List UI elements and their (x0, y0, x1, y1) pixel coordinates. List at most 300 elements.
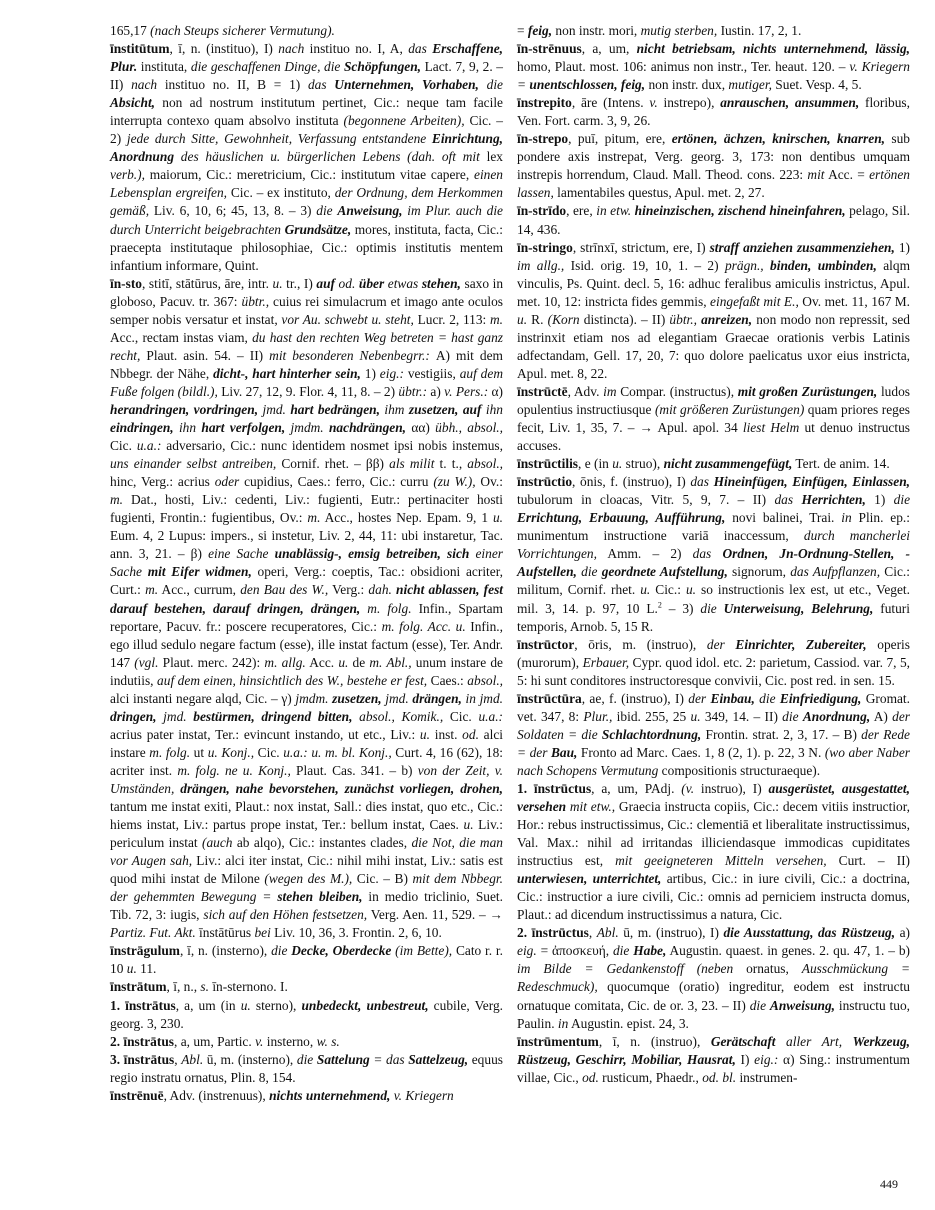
entry-text: sub pondere axis instrepat, Verg. georg. 3, 173: non dentibus umquam instrepis horrendum, Claud. Mall. Theod. cons. 223: (517, 131, 910, 183)
entry-text: sich auf den Höhen festsetzen, (203, 907, 368, 923)
entry-text: mit geeigneteren Mitteln versehen, (615, 853, 827, 869)
entry-text: Einrichter, Zubereiter, (735, 636, 867, 652)
entry-text: 349, 14. – II) (700, 708, 783, 724)
entry-text: Schöpfungen, (343, 59, 422, 75)
entry-text: Eum. 4, 2 Lupus: impers., si instetur, Liv. 2, 44, 11: ubi instaretur, Tac. ann. 3, 21. – β) (110, 528, 503, 562)
entry-text: Sattelzeug, (408, 1051, 469, 1067)
dictionary-entry (110, 22, 503, 40)
entry-text: signorum, (727, 564, 791, 580)
entry-text: in medio triclinio, Suet. Tib. 72, 3: iugis, (110, 889, 503, 923)
dictionary-entry (110, 1033, 503, 1051)
entry-text: Ausschmückung = Redeschmuck), (517, 961, 910, 995)
entry-text: de (348, 654, 370, 670)
entry-text: – 3) (661, 600, 701, 616)
entry-text: ihn (481, 401, 503, 417)
entry-text: die geschaffenen Dinge, die (190, 59, 344, 75)
entry-text: ihm (379, 401, 409, 417)
entry-text: Suet. Vesp. 4, 5. (771, 77, 862, 93)
entry-text: in (557, 1015, 569, 1031)
entry-text: maiorum, Cic.: meretricium, Cic.: institutum vitae capere, (144, 167, 474, 183)
entry-text: drängen, nahe bevorstehen, zunächst vorliegen, drohen, (180, 780, 503, 796)
entry-text: Absicht, (110, 95, 156, 111)
entry-text: u. (492, 510, 503, 526)
entry-text: du hast den rechten Weg betreten = hast ganz recht, (110, 329, 503, 363)
entry-text: Infin., Spartam reportare, Pacuv. fr.: poscere recuperatores, Cic.: (110, 600, 503, 634)
entry-text: lamentabiles questus, Apul. met. 2, 27. (553, 185, 765, 201)
entry-text: jmd. (381, 690, 413, 706)
entry-text: insterno, (263, 1033, 317, 1049)
entry-text: Abl. (181, 1051, 204, 1067)
entry-text: , puī, pitum, ere, (568, 131, 672, 147)
entry-text: Ordnen, Jn-Ordnung-Stellen, -Aufstellen, (517, 546, 910, 580)
entry-text: acrius pater instat, Ter.: evincunt instando, ut etc., Liv.: (110, 726, 420, 742)
entry-headword: īnstrepito (517, 95, 572, 111)
entry-text: artibus, Cic.: in iure civili, Cic.: a doctrina, Cic.: instructior a iure civili, Cic.: omnis ad perniciem instructa domus, Plaut.: ad dicendum instructissimus a natura, Cic. (517, 871, 910, 923)
entry-text: Caes.: (427, 672, 468, 688)
entry-text: Cypr. quod idol. etc. 2: parietum, Cassiod. var. 7, 5, 5: hi sunt conditores instructoresque convivii, Cic. post red. in sen. 15. (517, 654, 910, 688)
entry-text: übh., absol., (435, 420, 503, 436)
entry-text: die Ausstattung, das Rüstzeug, (723, 925, 896, 941)
entry-text: 1) (865, 492, 894, 508)
entry-text: , ī, n. (instituo), I) (169, 41, 279, 57)
entry-text: non modo non repressit, sed instrinxit etiam nos ad elegantiam Graecae orationis verbis Latinis adfectandam, Gell. 17, 20, 7: quo dolore paelicatus uxor eius instricta, Apul. met. 8, 22. (517, 311, 910, 381)
entry-text: Gromat. vet. 347, 8: (517, 690, 911, 724)
dictionary-entry (110, 942, 503, 978)
entry-text: Einfriedigung, (779, 690, 862, 706)
entry-text: α) Sing.: instrumentum villae, Cic., (517, 1051, 910, 1085)
entry-text: u.a.: (136, 438, 162, 454)
entry-text: Curt. – II) (826, 853, 910, 869)
entry-text: instrepo), (657, 95, 721, 111)
dictionary-entry (517, 239, 910, 383)
entry-text: v. Pers.: (444, 383, 489, 399)
entry-text: Fronto ad Marc. Caes. 1, 8 (2, 1). p. 22, 3 N. (577, 744, 825, 760)
entry-text: Sattelung (316, 1051, 370, 1067)
entry-text: nicht betriebsam, nichts unternehmend, lässig, (636, 41, 910, 57)
entry-text: , ī, n., (166, 979, 201, 995)
entry-text: , (174, 1051, 182, 1067)
entry-text: u. Konj., (207, 744, 255, 760)
entry-headword: īnstrāgulum (110, 943, 180, 959)
entry-text: Werkzeug, Rüstzeug, Geschirr, Mobiliar, Hausrat, (517, 1033, 910, 1067)
entry-text: Hineinfügen, Einfügen, Einlassen, (713, 474, 910, 490)
entry-text: in (841, 510, 852, 526)
entry-text: Graecia instructa copiis, Cic.: decem vitiis instructior, Hor.: rebus instructissimus, Cic.: clementiā et liberalitate instructissimus, Val. Max.: nihil ad irritandas illiciendasque immodicas cupiditates instructius est, (517, 799, 910, 869)
entry-text: der (706, 636, 736, 652)
entry-text: Gerätschaft (710, 1033, 776, 1049)
entry-text: der (688, 690, 711, 706)
entry-text: die (576, 564, 602, 580)
entry-text: u. (240, 997, 251, 1013)
entry-text: Augustin. quaest. in genes. 2. qu. 47, 1. – b) (666, 943, 911, 959)
entry-text: u. (517, 311, 528, 327)
entry-text: das (690, 474, 714, 490)
entry-text: Lucr. 2, 113: (413, 311, 490, 327)
entry-text: ut (190, 744, 208, 760)
entry-text: A) (870, 708, 893, 724)
entry-text: saxo in globoso, Pacuv. tr. 367: (110, 275, 504, 309)
entry-text: (zu W.), (433, 474, 476, 490)
entry-text: struo), (622, 456, 664, 472)
entry-text: anreizen, (701, 311, 753, 327)
entry-text: Plur., (583, 708, 613, 724)
dictionary-entry (517, 636, 910, 690)
entry-text: , strīnxī, strictum, ere, I) (572, 239, 710, 255)
entry-text: alqm vinculis, Ps. Quint. decl. 5, 16: adhuc feralibus amiculis instrictus, Apul. met. 10, 12: instricta fides gemmis, (517, 257, 911, 309)
entry-text: ū, m. (instruo), I) (618, 925, 724, 941)
entry-text: das Aufpflanzen, (790, 564, 881, 580)
entry-text: der Ordnung, dem Herkommen gemäß, (110, 185, 504, 219)
entry-headword: īnstrūmentum (517, 1033, 599, 1049)
entry-text: v. Kriegern (390, 1087, 454, 1103)
entry-text: geordnete Aufstellung, (601, 564, 728, 580)
entry-text: nichts unternehmend, (269, 1087, 391, 1103)
entry-text: Bilde = Gedankenstoff (neben (530, 961, 734, 977)
entry-text: so instructionis lex est, ut etc., Veget. mil. 3, 14. p. 97, 10 L. (517, 582, 910, 616)
entry-text: , a, um, Partic. (174, 1033, 256, 1049)
entry-text: mutiger, (728, 77, 772, 93)
entry-text: verb.), (110, 167, 145, 183)
entry-text: anrauschen, ansummen, (720, 95, 860, 111)
entry-text: , ae, f. (instruo), I) (581, 690, 689, 706)
entry-text: die (478, 77, 503, 93)
entry-text: Anordnung, (802, 708, 871, 724)
entry-text: Plaut. Cas. 341. – b) (290, 762, 418, 778)
entry-text: auf dem Fuße folgen (bildl.), (110, 365, 503, 399)
entry-text: unterwiesen, unterrichtet, (517, 871, 662, 887)
entry-text: tantum me instat exiti, Plaut.: nox instat, Sall.: dies instat, quo etc., Cic.: hiems instat, Liv.: partus prope instat, Ter.: bellum instat, Caes. (110, 799, 503, 833)
entry-text: , e (in (578, 456, 613, 472)
entry-text: floribus, Ven. Fort. carm. 3, 9, 26. (517, 95, 910, 129)
entry-text: Cic. (110, 438, 137, 454)
entry-text: cupidius, Caes.: ferro, Cic.: curru (239, 474, 434, 490)
entry-text: Liv. 6, 10, 6; 45, 13, 8. – 3) (149, 203, 317, 219)
entry-text: instituta, (137, 59, 191, 75)
entry-text: im Plur. auch die durch Unterricht beigebrachten (110, 203, 503, 237)
entry-text: u. (690, 708, 701, 724)
entry-text: unentschlossen, feig, (529, 77, 646, 93)
entry-text: von der Zeit, v. Umständen, (110, 762, 504, 796)
entry-text: die Not, die man vor Augen sah, (110, 835, 503, 869)
entry-text: non instr. mori, (552, 23, 641, 38)
entry-text: (vgl. (134, 654, 159, 670)
entry-text: novi balinei, Trai. (725, 510, 842, 526)
entry-text: α) (488, 383, 503, 399)
entry-text: Grundsätze, (284, 221, 352, 237)
entry-text: a) (895, 925, 910, 941)
entry-text: ut denuo instructus accuses. (517, 420, 911, 454)
entry-text: in etw. (596, 203, 635, 219)
entry-text: Herrichten, (801, 492, 866, 508)
entry-text: zusetzen, (332, 690, 382, 706)
entry-headword: 2. īnstrūctus (517, 925, 589, 941)
entry-text: , (588, 925, 597, 941)
entry-text: tr., I) (282, 275, 317, 291)
entry-headword: īnstrūctē (517, 383, 568, 399)
entry-text: Isid. orig. 19, 10, 1. – 2) (564, 257, 725, 273)
entry-text: mit Eifer widmen, (147, 564, 252, 580)
entry-text: absol., Komik., (352, 708, 444, 724)
dictionary-entry (110, 997, 503, 1033)
entry-text: rusticum, Phaedr., (598, 1069, 703, 1085)
entry-text: alci instare (110, 726, 503, 760)
entry-text: eig.: (754, 1051, 779, 1067)
dictionary-entry (517, 780, 910, 924)
entry-text: u.a.: (478, 708, 503, 724)
entry-text: eingefaßt mit E., (710, 293, 799, 309)
entry-text: īnstātūrus (195, 925, 255, 941)
entry-text: u. (126, 961, 137, 977)
entry-headword: īnstitūtum (110, 41, 170, 57)
entry-text: nachdrängen, (328, 420, 407, 436)
entry-text: A) mit dem Nbbegr. der Nähe, (110, 347, 503, 381)
entry-text: , Adv. (567, 383, 604, 399)
entry-text: mores, instituta, facta, Cic.: praecepta institutaque philosophiae, Cic.: optimis institutis mentem infantium informare, Quint. (110, 221, 503, 273)
entry-headword: īnstrūctio (517, 474, 573, 490)
entry-text: non ad nostrum institutum pertinet, Cic.: neque tam facile interrupta contexo quam absolvo instituta (110, 95, 503, 129)
entry-text: ausgerüstet, ausgestattet, versehen (517, 780, 911, 815)
entry-text: das (307, 77, 335, 93)
entry-text: eine Sache (208, 546, 275, 562)
entry-text: , Adv. (instrenuus), (163, 1087, 270, 1103)
entry-text: bestürmen, dringend bitten, (193, 708, 353, 724)
entry-text: binden, umbinden, (770, 257, 877, 273)
entry-text: instrumen- (736, 1069, 798, 1085)
dictionary-entry (110, 40, 503, 275)
entry-text: durch mancherlei Vorrichtungen, (517, 528, 910, 562)
entry-text: , ōnis, f. (instruo), I) (572, 474, 691, 490)
entry-text: über (358, 275, 385, 291)
entry-text: die (754, 690, 780, 706)
entry-text: ertönen lassen, (517, 167, 910, 201)
entry-text: mit (807, 167, 825, 183)
entry-text: der Rede = der (517, 726, 910, 760)
entry-text: distincta). – II) (579, 311, 670, 327)
entry-text: (v. (681, 780, 695, 796)
entry-text: dicht-, hart hinterher sein, (213, 365, 361, 381)
dictionary-entry (517, 473, 910, 635)
entry-text: jede durch Sitte, Gewohnheit, Verfassung entstandene (126, 131, 432, 147)
dictionary-entry (110, 1087, 503, 1105)
entry-text: uns einander selbst antreiben, (110, 456, 277, 472)
entry-text: αα) (406, 420, 436, 436)
entry-headword: 3. īnstrātus (110, 1051, 175, 1067)
entry-text: jmd. (258, 401, 291, 417)
entry-text: Plaut. asin. 54. – II) (140, 347, 270, 363)
dictionary-entry (110, 978, 503, 996)
entry-text: , ī, n. (insterno), (179, 943, 272, 959)
entry-text: cubile, Verg. georg. 3, 230. (110, 997, 503, 1031)
entry-text: hinc, Verg.: acrius (110, 474, 215, 490)
entry-text: eig.: (379, 365, 404, 381)
entry-text: Anweisung, (337, 203, 403, 219)
entry-text: inst. (429, 726, 463, 742)
entry-text: instituo no. II, B = 1) (157, 77, 308, 93)
entry-text: v. (255, 1033, 264, 1049)
dictionary-entry (110, 275, 503, 943)
entry-text: dah. (368, 582, 392, 598)
entry-headword: īn-strīdo (517, 203, 567, 219)
entry-text: Unterweisung, Belehrung, (723, 600, 874, 616)
entry-text: das (774, 492, 802, 508)
entry-text: mit etw., (566, 799, 616, 815)
entry-headword: īnstrātum (110, 979, 167, 995)
entry-text: a) (427, 383, 445, 399)
entry-text: ornatus, (733, 961, 802, 977)
entry-text: s. (200, 979, 209, 995)
entry-text: in jmd. (461, 690, 504, 706)
entry-text: (auch (202, 835, 233, 851)
entry-text: u. (640, 582, 651, 598)
entry-headword: īnstrūctūra (517, 690, 582, 706)
entry-text: Cic. – B) (352, 871, 413, 887)
entry-text: cuius rei simulacrum et imago ante oculos semper nobis versatur et instat, (110, 293, 503, 327)
entry-text: Decke, Oberdecke (291, 943, 392, 959)
entry-text: unum instare de indutiis, (110, 654, 503, 688)
entry-text: nach (278, 41, 305, 57)
entry-text: prägn., (724, 257, 771, 273)
entry-text: stehen, (421, 275, 461, 291)
entry-text: die (316, 203, 338, 219)
entry-text: ibid. 255, 25 (612, 708, 691, 724)
entry-text: u. (338, 654, 349, 670)
entry-text: quam priores reges fecit, Liv. 1, 35, 7. – → Apul. apol. 34 (517, 401, 910, 436)
entry-text: Cic. – ex instituto, (227, 185, 335, 201)
entry-text: tubulorum in cloacas, Vitr. 5, 9, 7. – II) (517, 492, 775, 508)
entry-text: nicht zusammengefügt, (663, 456, 793, 472)
dictionary-entry (517, 22, 910, 40)
entry-text: die (296, 1051, 317, 1067)
entry-text: = ἀποσκευή, (536, 943, 613, 959)
entry-text: Acc., rectam instas viam, (110, 329, 253, 345)
left-column (110, 22, 503, 1105)
entry-text: sterno), (250, 997, 302, 1013)
entry-text: liest Helm (742, 420, 800, 436)
entry-text: u. (685, 582, 696, 598)
entry-headword: īn-sto (110, 275, 142, 291)
entry-text: , stitī, stātūrus, āre, intr. (142, 275, 273, 291)
entry-text: 1) (360, 365, 380, 381)
entry-text: Lact. 7, 9, 2. – II) (110, 59, 503, 93)
entry-text: Cic. – 2) (110, 113, 504, 147)
entry-text: , ī, n. (instruo), (598, 1033, 711, 1049)
entry-text: Compar. (instructus), (616, 383, 738, 399)
entry-text: u. (463, 817, 474, 833)
entry-text: operis (murorum), (517, 636, 910, 670)
entry-text: Partiz. Fut. Akt. (110, 925, 196, 941)
entry-text: Tert. de anim. 14. (792, 456, 890, 472)
entry-text: das (692, 546, 723, 562)
entry-text: die (782, 708, 803, 724)
entry-text: straff anziehen zusammenziehen, (709, 239, 895, 255)
entry-text: instruo), I) (694, 780, 769, 796)
entry-text: Ov. met. 11, 167 M. (798, 293, 911, 309)
entry-text: Augustin. epist. 24, 3. (568, 1015, 689, 1031)
entry-text: mit besonderen Nebenbegrr.: (269, 347, 436, 363)
entry-text: (im Bette), (391, 943, 453, 959)
dictionary-entry (517, 202, 910, 238)
entry-text: jmdm. (285, 420, 329, 436)
entry-headword: 1. īnstrūctus (517, 780, 592, 796)
entry-text: einen Lebensplan ergreifen, (110, 167, 503, 201)
entry-text: vor Au. schwebt u. steht, (281, 311, 414, 327)
entry-text: Infin., ego illud sedulo negare factum (esse), ille instat factum (esse), Ter. Andr. 147 (110, 618, 503, 670)
entry-headword: īn-strēnuus (517, 41, 582, 57)
entry-text: Bau, (550, 744, 578, 760)
entry-text: vestigiis, (403, 365, 460, 381)
entry-text: Anweisung, (769, 997, 836, 1013)
entry-text: die (271, 943, 292, 959)
entry-text: herandringen, vordringen, (110, 401, 259, 417)
entry-text: ab alqo), Cic.: instantes clades, (232, 835, 412, 851)
entry-text: Dat., hosti, Liv.: cedenti, Liv.: fugienti, Eutr.: pertinaciter hosti fugienti, Frontin.: fugientibus, Ov.: (110, 492, 503, 526)
entry-text: Erbauer, (582, 654, 630, 670)
entry-text: Unternehmen, Vorhaben, (334, 77, 479, 93)
entry-text: (begonnene Arbeiten), (343, 113, 465, 129)
entry-text: Frontin. strat. 2, 3, 17. – B) (701, 726, 862, 742)
entry-text: feig, (527, 23, 553, 38)
entry-text: eig. (517, 943, 537, 959)
entry-text: u. (419, 726, 430, 742)
entry-text: zusetzen, auf (408, 401, 482, 417)
entry-text: Habe, (633, 943, 667, 959)
entry-text: die (749, 997, 770, 1013)
entry-text: od. (582, 1069, 599, 1085)
entry-text: (Korn (547, 311, 580, 327)
entry-text: ertönen, ächzen, knirschen, knarren, (671, 131, 886, 147)
entry-text: homo, Plaut. most. 106: animus non instr., Ter. heaut. 120. – (517, 59, 850, 75)
entry-text: jmd. (156, 708, 194, 724)
entry-text: , ere, (566, 203, 597, 219)
entry-text: bei (254, 925, 271, 941)
entry-text: Ov.: (475, 474, 503, 490)
entry-text: 2 (657, 600, 662, 610)
entry-text: instructu tuo, Paulin. (517, 997, 910, 1031)
entry-text: unablässig-, emsig betreiben, sich (274, 546, 470, 562)
entry-text: Acc., currum, (158, 582, 241, 598)
entry-text: futuri temporis, Arnob. 5, 15 R. (517, 600, 910, 634)
entry-text: m. folg. ne u. Konj., (177, 762, 291, 778)
entry-text: dringen, (110, 708, 157, 724)
entry-text: = das (369, 1051, 409, 1067)
entry-text: Verg.: (328, 582, 369, 598)
entry-text: non instr. dux, (645, 77, 729, 93)
entry-text: übtr., (669, 311, 702, 327)
entry-text: hineinzischen, zischend hineinfahren, (634, 203, 846, 219)
entry-text: mutig sterben, (640, 23, 718, 38)
entry-text: drängen, (412, 690, 462, 706)
entry-text: auf (316, 275, 335, 291)
entry-text: adversario, Cic.: nunc identidem nosmet ipsi nobis instemus, (161, 438, 503, 454)
entry-text: Cic.: (650, 582, 686, 598)
entry-text: m. Abl., (369, 654, 412, 670)
entry-text: (nach Steups sicherer Vermutung). (150, 23, 335, 38)
entry-text: 165,17 (110, 23, 151, 38)
entry-text: pelago, Sil. 14, 436. (517, 203, 910, 237)
entry-text: ū, m. (insterno), (203, 1051, 297, 1067)
entry-text: w. s. (316, 1033, 340, 1049)
entry-text: Amm. – 2) (596, 546, 693, 562)
entry-text: t. t., (434, 456, 468, 472)
entry-text: od. (334, 275, 359, 291)
entry-text: Errichtung, Erbauung, Aufführung, (517, 510, 726, 526)
entry-text: Acc. (305, 654, 339, 670)
entry-text: u. (612, 456, 623, 472)
entry-text: Curt. 4, 16 (62), 18: acriter inst. (110, 744, 504, 778)
entry-text: absol., (467, 672, 504, 688)
entry-text: Plaut. merc. 242): (158, 654, 265, 670)
entry-text: alci instanti negare alqd, Cic. – γ) (110, 690, 296, 706)
